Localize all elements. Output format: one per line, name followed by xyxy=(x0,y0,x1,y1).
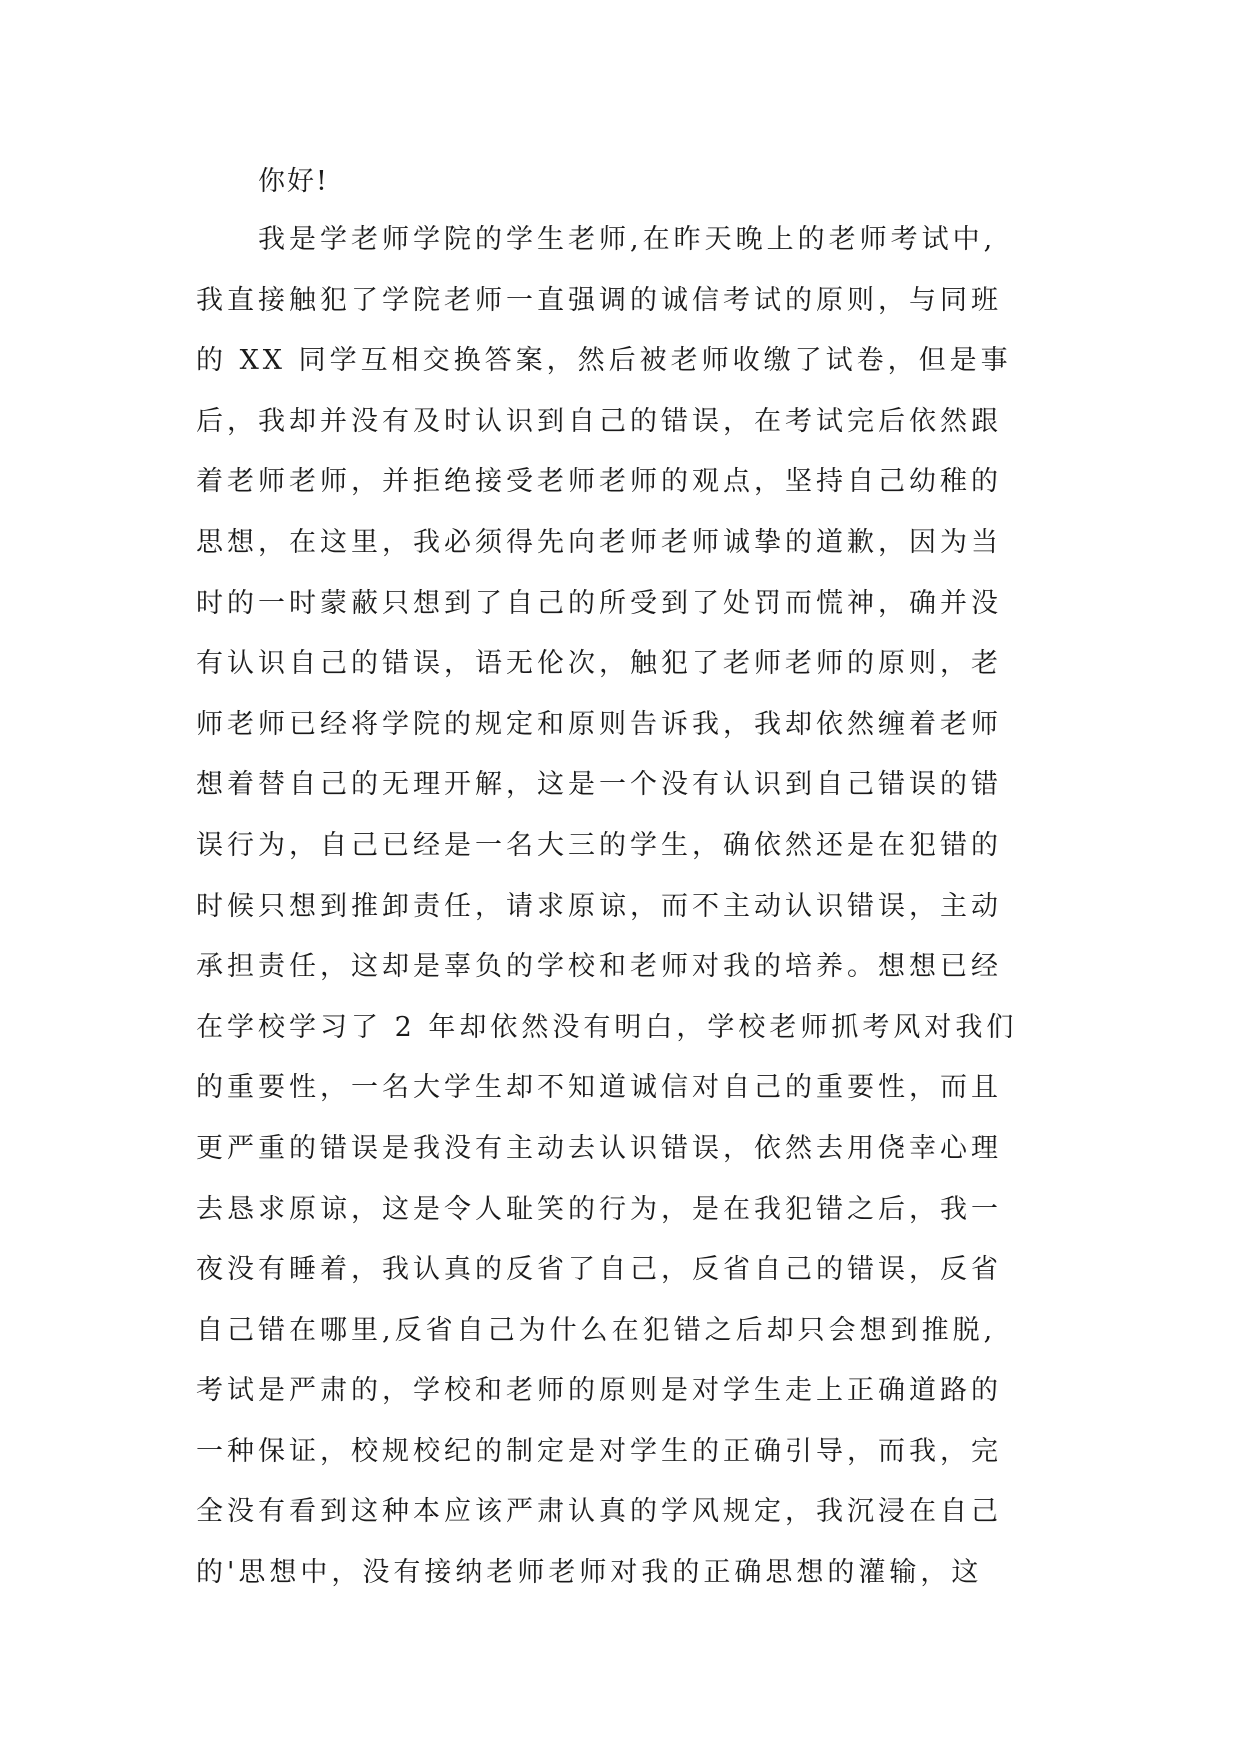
body-line: 我是学老师学院的学生老师,在昨天晚上的老师考试中, xyxy=(258,224,997,255)
body-line: 想着替自己的无理开解，这是一个没有认识到自己错误的错 xyxy=(196,769,1002,801)
body-line: 有认识自己的错误，语无伦次，触犯了老师老师的原则，老 xyxy=(196,648,1002,680)
body-line: 的'思想中，没有接纳老师老师对我的正确思想的灌输，这 xyxy=(196,1557,983,1589)
body-line: 的 XX 同学互相交换答案，然后被老师收缴了试卷，但是事 xyxy=(196,345,1012,377)
body-line: 承担责任，这却是辜负的学校和老师对我的培养。想想已经 xyxy=(196,951,1002,983)
body-line: 时候只想到推卸责任，请求原谅，而不主动认识错误，主动 xyxy=(196,890,1002,922)
body-line: 后，我却并没有及时认识到自己的错误，在考试完后依然跟 xyxy=(196,405,1002,437)
greeting-text: 你好! xyxy=(258,166,329,197)
body-line: 考试是严肃的，学校和老师的原则是对学生走上正确道路的 xyxy=(196,1375,1002,1407)
body-line: 在学校学习了 2 年却依然没有明白，学校老师抓考风对我们 xyxy=(196,1011,1018,1043)
body-line: 夜没有睡着，我认真的反省了自己，反省自己的错误，反省 xyxy=(196,1254,1002,1286)
body-line: 我直接触犯了学院老师一直强调的诚信考试的原则，与同班 xyxy=(196,284,1002,316)
body-line: 全没有看到这种本应该严肃认真的学风规定，我沉浸在自己 xyxy=(196,1496,1002,1528)
body-line: 时的一时蒙蔽只想到了自己的所受到了处罚而慌神，确并没 xyxy=(196,587,1002,619)
body-line: 着老师老师，并拒绝接受老师老师的观点，坚持自己幼稚的 xyxy=(196,466,1002,498)
body-line: 误行为，自己已经是一名大三的学生，确依然还是在犯错的 xyxy=(196,829,1002,861)
body-line: 的重要性，一名大学生却不知道诚信对自己的重要性，而且 xyxy=(196,1072,1002,1104)
body-line: 更严重的错误是我没有主动去认识错误，依然去用侥幸心理 xyxy=(196,1132,1002,1164)
letter-body xyxy=(196,220,1096,1614)
body-line: 一种保证，校规校纪的制定是对学生的正确引导，而我，完 xyxy=(196,1435,1002,1467)
body-line: 自己错在哪里,反省自己为什么在犯错之后却只会想到推脱, xyxy=(196,1314,997,1346)
body-line: 思想，在这里，我必须得先向老师老师诚挚的道歉，因为当 xyxy=(196,526,1002,558)
body-line: 师老师已经将学院的规定和原则告诉我，我却依然缠着老师 xyxy=(196,708,1002,740)
body-line: 去恳求原谅，这是令人耻笑的行为，是在我犯错之后，我一 xyxy=(196,1193,1002,1225)
